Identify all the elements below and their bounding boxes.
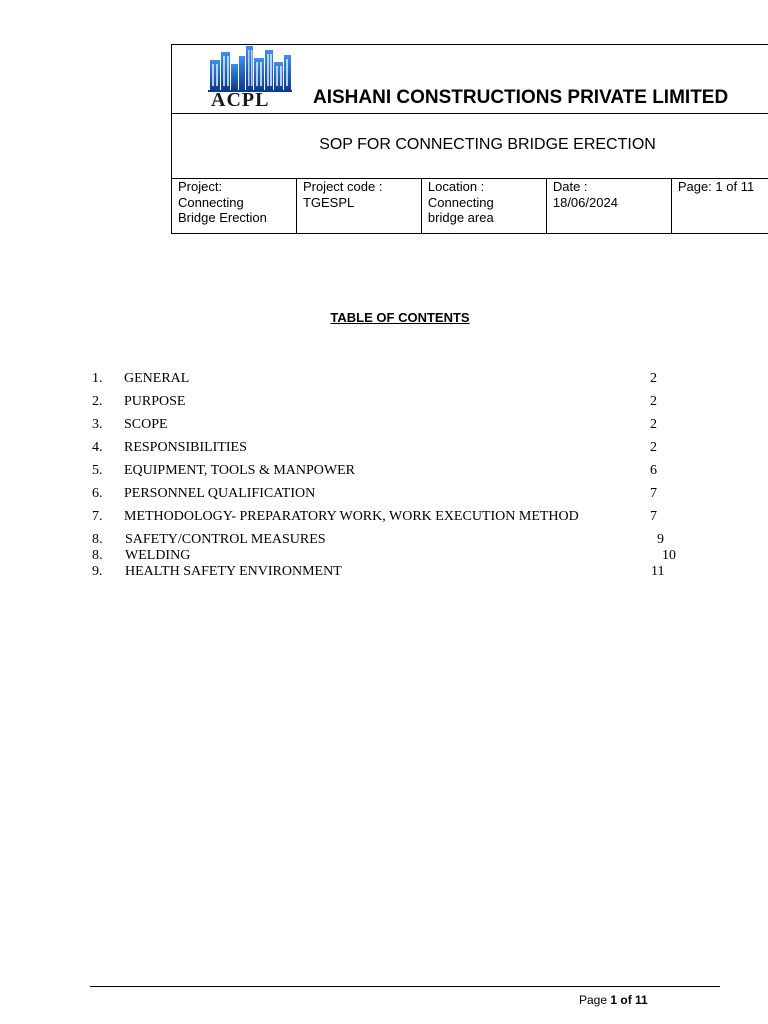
- toc-item-title: EQUIPMENT, TOOLS & MANPOWER: [124, 463, 356, 478]
- footer-of-label: of: [617, 993, 636, 1007]
- toc-item-title: GENERAL: [124, 371, 190, 386]
- toc-item-title: RESPONSIBILITIES: [124, 440, 247, 455]
- toc-item-number: 9.: [92, 564, 103, 579]
- footer-divider: [90, 986, 720, 987]
- toc-item-title: SCOPE: [124, 417, 168, 432]
- toc-item-page: 2: [650, 394, 657, 409]
- cell-value: Connecting: [178, 194, 244, 210]
- toc-item-page: 7: [650, 486, 657, 501]
- footer-page-total: 11: [635, 993, 648, 1007]
- cell-value: 18/06/2024: [552, 194, 618, 210]
- toc-item-page: 10: [662, 548, 676, 563]
- toc-item-number: 2.: [92, 394, 103, 409]
- toc-item-title: METHODOLOGY- PREPARATORY WORK, WORK EXECUTION METHOD: [124, 509, 579, 524]
- toc-item-page: 2: [650, 371, 657, 386]
- cell-label: Project code :: [302, 179, 383, 194]
- footer-prefix: Page: [579, 993, 611, 1007]
- logo-text: ACPL: [211, 89, 270, 111]
- cell-value: bridge area: [427, 210, 494, 225]
- toc-heading: TABLE OF CONTENTS: [330, 310, 470, 325]
- toc-item-title: PERSONNEL QUALIFICATION: [124, 486, 316, 501]
- cell-label: Page: 1 of 11: [677, 179, 755, 194]
- toc-item-number: 5.: [92, 463, 103, 478]
- toc-item-title: PURPOSE: [124, 394, 186, 409]
- toc-item-number: 1.: [92, 371, 103, 386]
- toc-item-page: 9: [657, 532, 664, 547]
- document-title: SOP FOR CONNECTING BRIDGE ERECTION: [319, 136, 656, 153]
- toc-item-number: 8.: [92, 532, 103, 547]
- toc-item-number: 8.: [92, 548, 103, 563]
- toc-item-number: 6.: [92, 486, 103, 501]
- toc-item-page: 2: [650, 440, 657, 455]
- toc-item-title: WELDING: [125, 548, 191, 563]
- cell-label: Location :: [427, 179, 485, 194]
- cell-label: Date :: [552, 179, 588, 194]
- toc-item-page: 7: [650, 509, 657, 524]
- toc-item-number: 7.: [92, 509, 103, 524]
- cell-value: TGESPL: [302, 194, 355, 210]
- toc-item-page: 11: [651, 564, 665, 579]
- toc-item-number: 4.: [92, 440, 103, 455]
- toc-item-number: 3.: [92, 417, 103, 432]
- company-name: AISHANI CONSTRUCTIONS PRIVATE LIMITED: [313, 87, 729, 108]
- cell-value: Bridge Erection: [178, 210, 267, 225]
- toc-item-title: HEALTH SAFETY ENVIRONMENT: [125, 564, 342, 579]
- cell-value: Connecting: [427, 194, 494, 210]
- toc-item-page: 6: [650, 463, 657, 478]
- toc-item-title: SAFETY/CONTROL MEASURES: [125, 532, 326, 547]
- toc-item-page: 2: [650, 417, 657, 432]
- footer-page-current: 1: [610, 993, 618, 1007]
- page-footer: [579, 993, 648, 1007]
- cell-label: Project:: [178, 179, 223, 194]
